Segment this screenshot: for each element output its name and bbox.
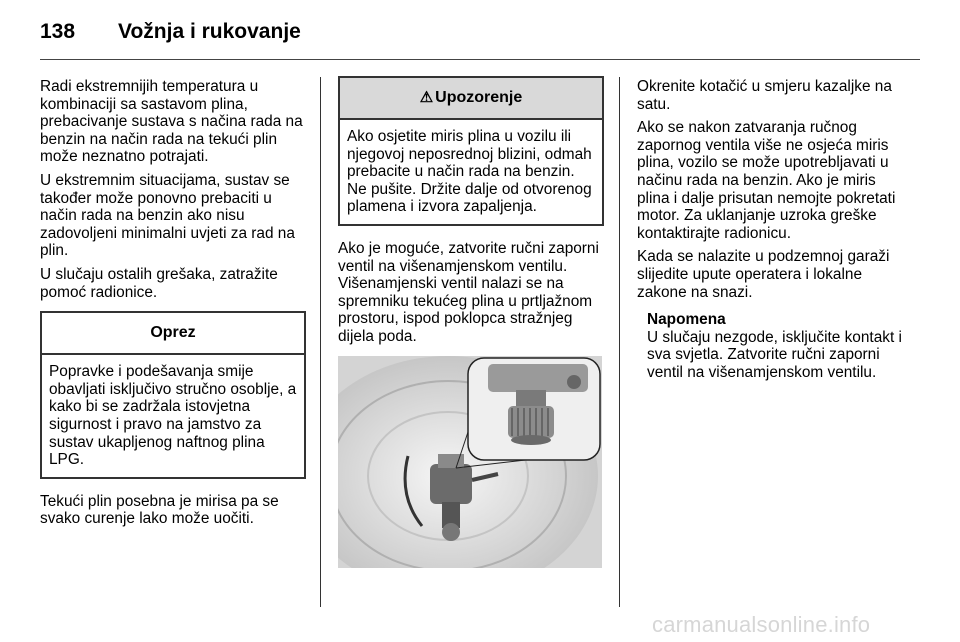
- column-1: [40, 78, 306, 534]
- warning-triangle-icon: ⚠: [419, 89, 434, 106]
- paragraph: U slučaju ostalih grešaka, zatražite pomoć radionice.: [40, 265, 278, 301]
- note-title: Napomena: [647, 311, 726, 329]
- column-divider-2: [619, 77, 620, 607]
- warning-body: Ako osjetite miris plina u vozilu ili njegovoj neposrednoj blizini, odmah prebacite u način rada na benzin. Ne pušite. Držite dalje od otvorenog plamena i izvora zapaljenja.: [347, 128, 592, 216]
- paragraph: Okrenite kotačić u smjeru kazaljke na satu.: [637, 78, 892, 113]
- chapter-title: Vožnja i rukovanje: [118, 20, 301, 43]
- page-number: 138: [40, 20, 76, 43]
- warning-header: [340, 78, 602, 120]
- column-divider-1: [320, 77, 321, 607]
- paragraph: Radi ekstremnijih temperatura u kombinaciji sa sastavom plina, prebacivanje sustava s načina rada na benzin na način rada na tekući plin može neznatno potrajati.: [40, 78, 303, 166]
- paragraph: Ako je moguće, zatvorite ručni zaporni ventil na višenamjenskom ventilu. Višenamjenski ventil nalazi se na spremniku tekućeg plina u prtljažnom prostoru, ispod poklopca stražnjeg dijela poda.: [338, 239, 599, 345]
- caution-title: Oprez: [42, 313, 304, 355]
- watermark: carmanualsonline.info: [652, 612, 871, 637]
- caution-box: [40, 311, 306, 479]
- column-2: [338, 78, 604, 568]
- warning-title: Upozorenje: [435, 89, 523, 106]
- valve-illustration: [338, 356, 602, 568]
- note-body: U slučaju nezgode, isključite kontakt i sva svjetla. Zatvorite ručni zaporni ventil na višenamjenskom ventilu.: [647, 328, 902, 381]
- note-block: [647, 311, 905, 381]
- caution-body: Popravke i podešavanja smije obavljati isključivo stručno osoblje, a kako bi se zadržala istovjetna sigurnost i pravo na jamstvo za sustav ukapljenog naftnog plina LPG.: [49, 363, 297, 469]
- column-3: [637, 78, 905, 382]
- paragraph: Tekući plin posebna je mirisa pa se svako curenje lako može uočiti.: [40, 492, 279, 528]
- header-divider: [40, 59, 920, 60]
- paragraph: Ako se nakon zatvaranja ručnog zapornog ventila više ne osjeća miris plina, vozilo se može upotrebljavati u načinu rada na benzin. Ako je miris plina i dalje prisutan nemojte pokretati motor. Za uklanjanje uzroka greške kontaktirajte radionicu.: [637, 119, 896, 242]
- page-header: [40, 12, 920, 58]
- paragraph: Kada se nalazite u podzemnoj garaži slijedite upute operatera i lokalne zakone na snazi.: [637, 248, 890, 301]
- warning-box: [338, 76, 604, 226]
- paragraph: U ekstremnim situacijama, sustav se također može ponovno prebaciti u način rada na benzin ako nisu zadovoljeni minimalni uvjeti za rad na plin.: [40, 171, 295, 260]
